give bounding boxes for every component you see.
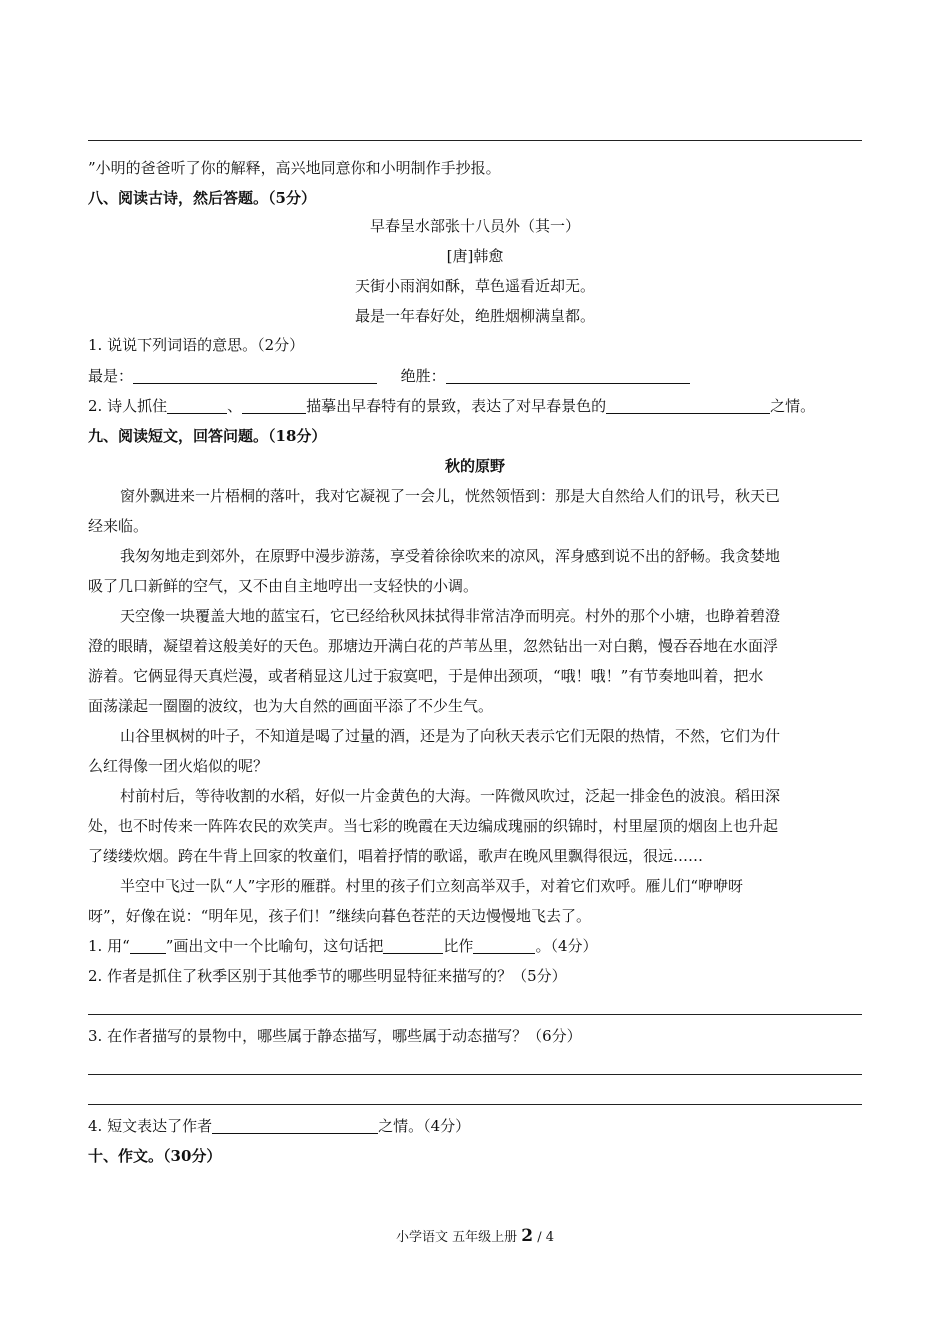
question-text: 4. 短文表达了作者 xyxy=(88,1117,213,1135)
passage-line: 澄的眼睛，凝望着这般美好的天色。那塘边开满白花的芦苇丛里，忽然钻出一对白鹅，慢吞吞地在水面浮 xyxy=(88,637,779,655)
passage-title: 秋的原野 xyxy=(444,457,505,475)
passage-line: 窗外飘进来一片梧桐的落叶，我对它凝视了一会儿，恍然领悟到：那是大自然给人们的讯号，秋天已 xyxy=(120,487,781,505)
section10-heading: 十、作文。（30分） xyxy=(88,1147,222,1165)
answer-line[interactable] xyxy=(88,1014,862,1015)
section8-question-1: 1. 说说下列词语的意思。（2分） xyxy=(88,336,305,354)
word-label-2: 绝胜： xyxy=(400,367,446,385)
question-text: 之情。 xyxy=(770,397,816,415)
passage-line: 游着。它俩显得天真烂漫，或者稍显这儿过于寂寞吧，于是伸出颈项，“哦！哦！”有节奏地叫着，把水 xyxy=(88,667,764,685)
footer-text: 小学语文 五年级上册 xyxy=(395,1230,518,1245)
passage-line: 天空像一块覆盖大地的蓝宝石，它已经给秋风抹拭得非常洁净而明亮。村外的那个小塘，也睁着碧澄 xyxy=(120,607,781,625)
passage-line: 山谷里枫树的叶子，不知道是喝了过量的酒，还是为了向秋天表示它们无限的热情，不然，它们为什 xyxy=(120,727,781,745)
poem-line-1: 天街小雨润如酥，草色遥看近却无。 xyxy=(354,277,595,295)
question-text: 描摹出早春特有的景致，表达了对早春景色的 xyxy=(306,397,607,415)
question-text: 2. 诗人抓住 xyxy=(88,397,168,415)
section9-question-2: 2. 作者是抓住了秋季区别于其他季节的哪些明显特征来描写的？（5分） xyxy=(88,967,567,985)
passage-line: 么红得像一团火焰似的呢？ xyxy=(88,757,269,775)
page-total: / 4 xyxy=(537,1230,555,1245)
passage-line: 了缕缕炊烟。跨在牛背上回家的牧童们，唱着抒情的歌谣，歌声在晚风里飘得很远，很远…… xyxy=(88,847,704,865)
question-text: ”画出文中一个比喻句，这句话把 xyxy=(165,937,384,955)
passage-line: 呀”，好像在说：“明年见，孩子们！”继续向暮色苍茫的天边慢慢地飞去了。 xyxy=(88,907,592,925)
answer-blank[interactable] xyxy=(383,938,443,954)
answer-line[interactable] xyxy=(88,1074,862,1075)
passage-line: 处，也不时传来一阵阵农民的欢笑声。当七彩的晚霞在天边编成瑰丽的织锦时，村里屋顶的烟囱上也升起 xyxy=(88,817,779,835)
question-text: 比作 xyxy=(443,937,474,955)
passage-line: 村前村后，等待收割的水稻，好似一片金黄色的大海。一阵微风吹过，泛起一排金色的波浪。稻田深 xyxy=(120,787,781,805)
answer-line[interactable] xyxy=(88,1104,862,1105)
section8-question-2 xyxy=(88,396,862,416)
previous-question-tail: ”小明的爸爸听了你的解释，高兴地同意你和小明制作手抄报。 xyxy=(88,159,501,177)
section9-question-1 xyxy=(88,936,862,956)
question-text: 。（4分） xyxy=(535,937,598,955)
passage-line: 半空中飞过一队“人”字形的雁群。村里的孩子们立刻高举双手，对着它们欢呼。雁儿们“咿咿呀 xyxy=(120,877,744,895)
word-label-1: 最是： xyxy=(88,367,134,385)
section8-question-1-blanks xyxy=(88,366,862,386)
section9-heading: 九、阅读短文，回答问题。（18分） xyxy=(88,427,327,445)
answer-blank[interactable] xyxy=(133,368,377,384)
question-text: 之情。（4分） xyxy=(378,1117,471,1135)
answer-blank[interactable] xyxy=(167,398,227,414)
section9-question-3: 3. 在作者描写的景物中，哪些属于静态描写，哪些属于动态描写？（6分） xyxy=(88,1027,582,1045)
answer-blank[interactable] xyxy=(242,398,306,414)
poem-line-2: 最是一年春好处，绝胜烟柳满皇都。 xyxy=(354,307,595,325)
passage-line: 吸了几口新鲜的空气，又不由自主地哼出一支轻快的小调。 xyxy=(88,577,479,595)
passage-line: 我匆匆地走到郊外，在原野中漫步游荡，享受着徐徐吹来的凉风，浑身感到说不出的舒畅。我贪婪地 xyxy=(120,547,781,565)
answer-blank[interactable] xyxy=(212,1118,378,1134)
passage-line: 面荡漾起一圈圈的波纹，也为大自然的画面平添了不少生气。 xyxy=(88,697,494,715)
section8-heading: 八、阅读古诗，然后答题。（5分） xyxy=(88,189,316,207)
answer-blank[interactable] xyxy=(446,368,690,384)
poem-author: [唐]韩愈 xyxy=(446,247,504,265)
poem-title: 早春呈水部张十八员外（其一） xyxy=(369,217,580,235)
answer-blank[interactable] xyxy=(606,398,770,414)
answer-blank[interactable] xyxy=(130,938,166,954)
question-text: 、 xyxy=(227,397,243,415)
page-footer xyxy=(0,1226,950,1246)
answer-line xyxy=(88,140,862,141)
question-text: 1. 用“ xyxy=(88,937,130,955)
page-number: 2 xyxy=(521,1226,534,1246)
passage-line: 经来临。 xyxy=(88,517,149,535)
answer-blank[interactable] xyxy=(473,938,535,954)
section9-question-4 xyxy=(88,1116,862,1136)
